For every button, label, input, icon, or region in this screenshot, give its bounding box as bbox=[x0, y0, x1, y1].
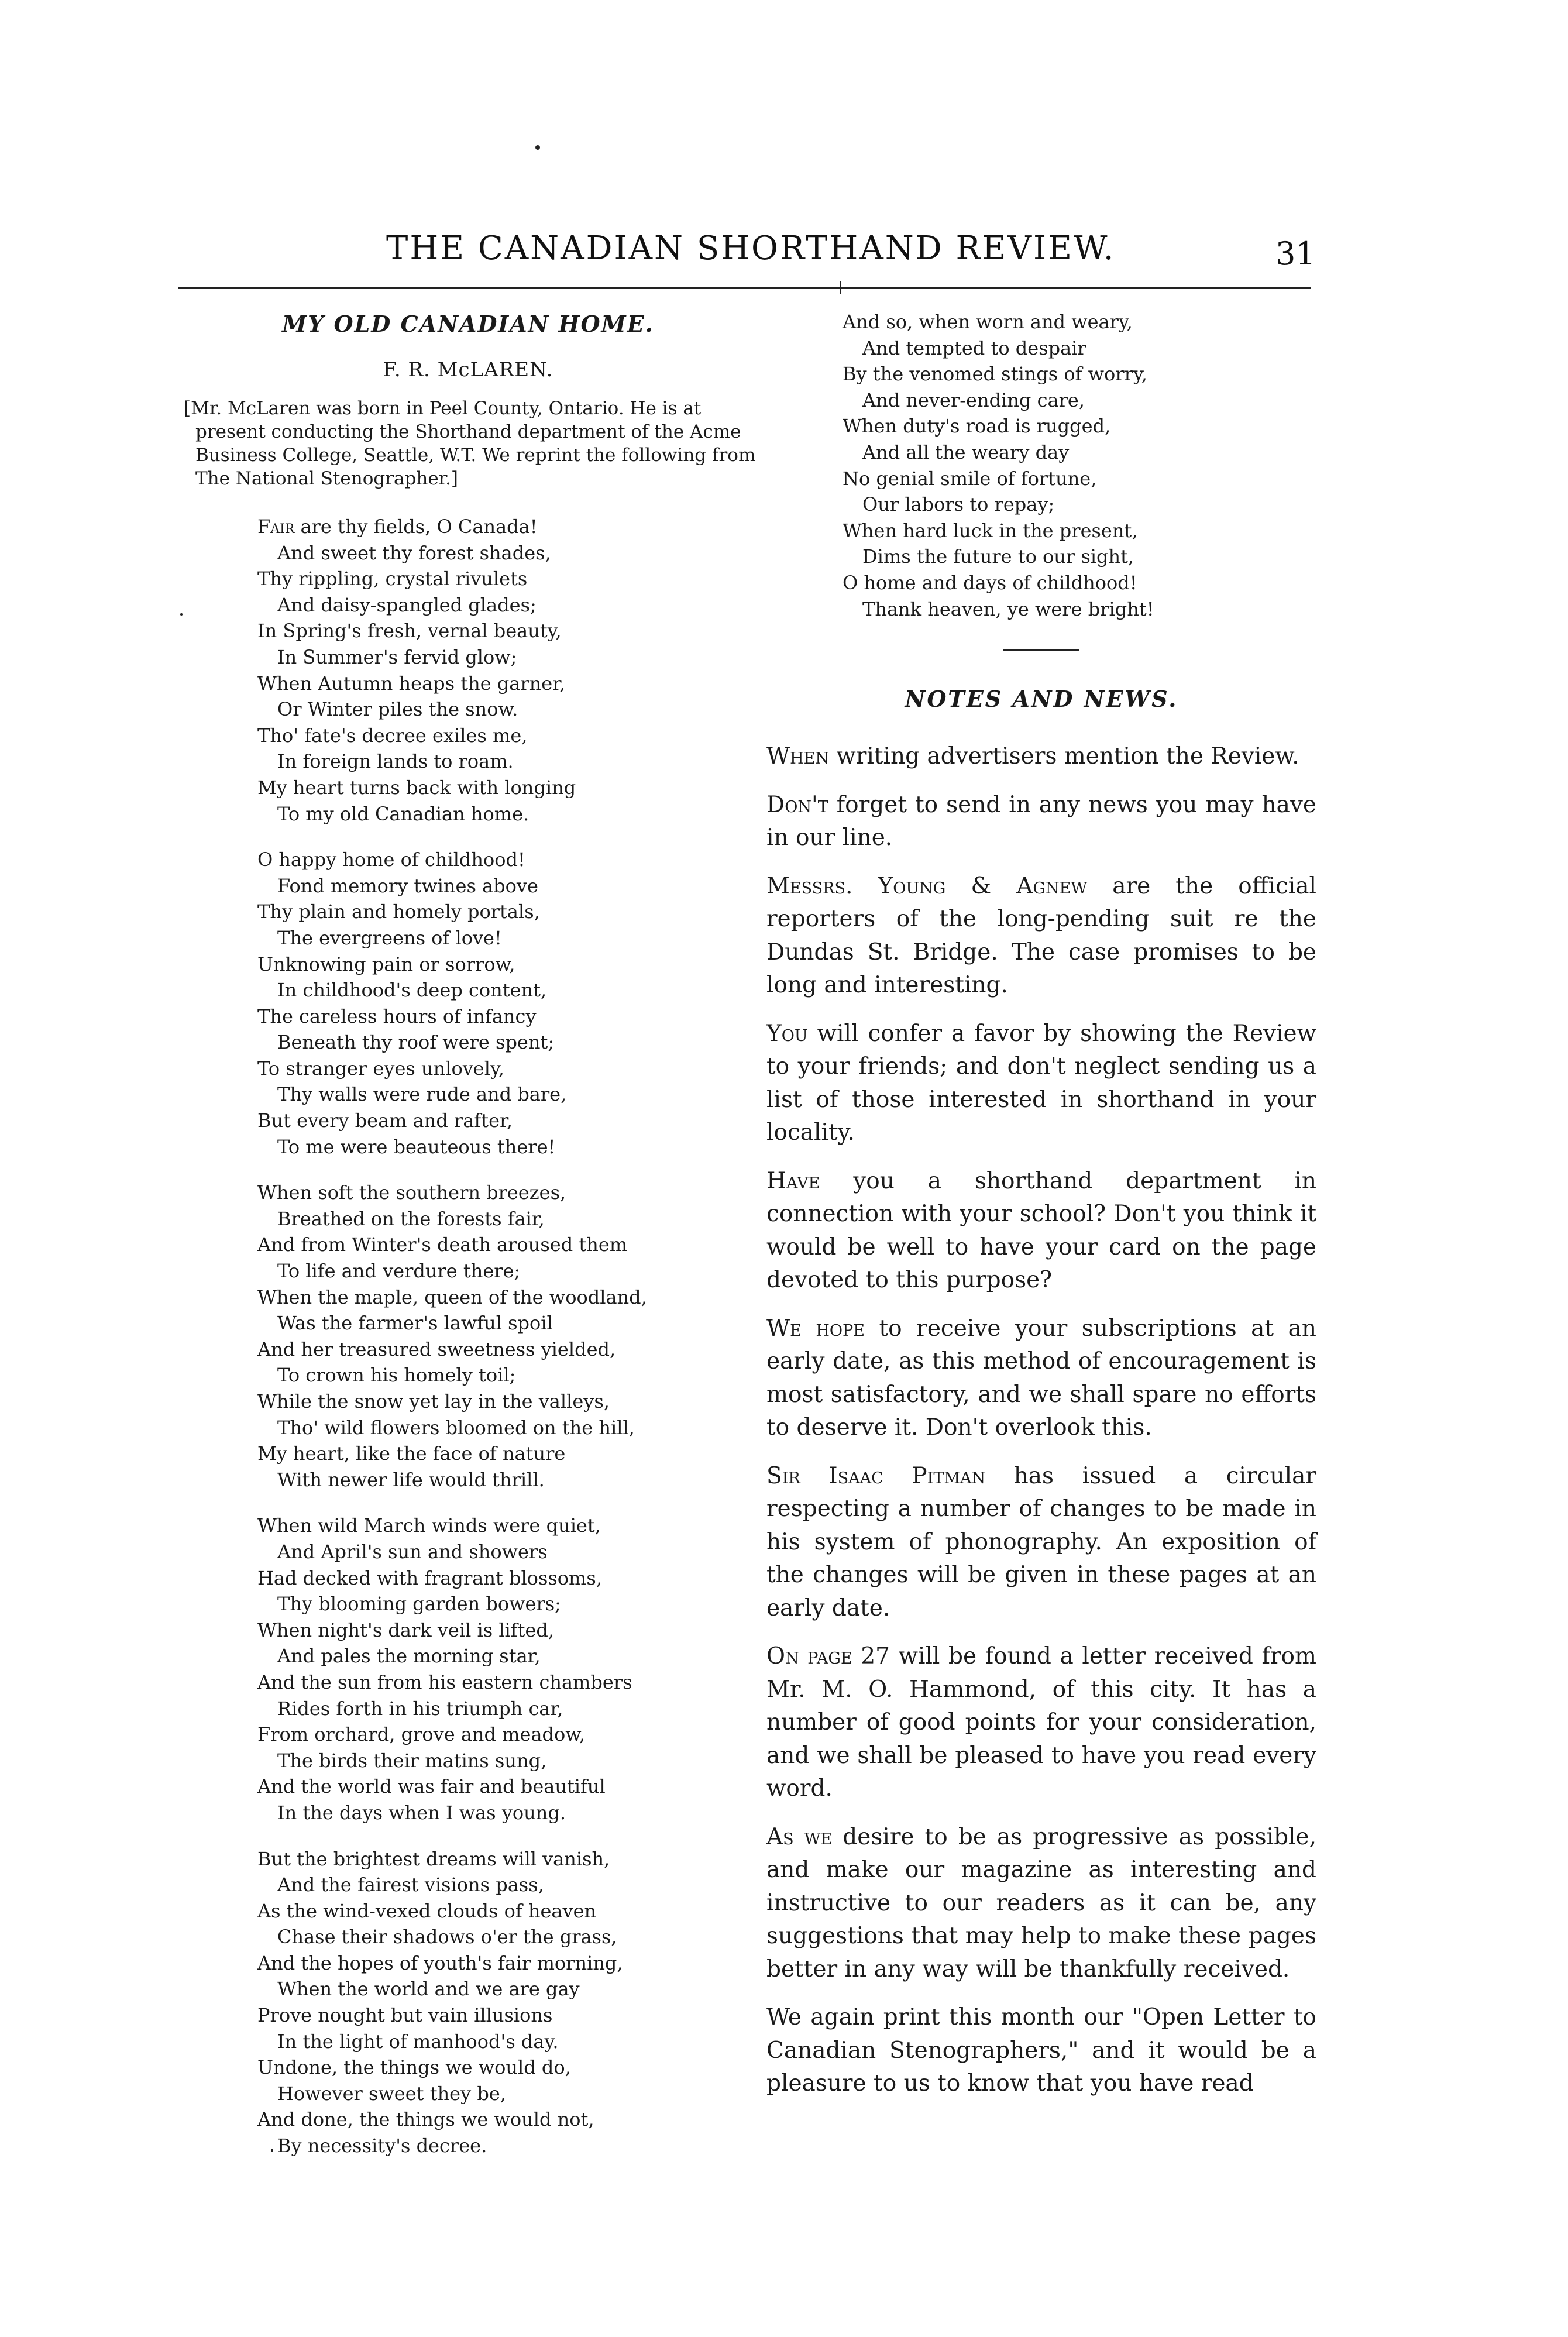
poem-line: In Spring's fresh, vernal beauty, bbox=[257, 620, 562, 642]
poem-line: Had decked with fragrant blossoms, bbox=[257, 1566, 602, 1589]
paragraph-lead: We hope bbox=[766, 1315, 865, 1342]
poem-line: When wild March winds were quiet, bbox=[257, 1514, 601, 1537]
poem-line: When soft the southern breezes, bbox=[257, 1181, 566, 1204]
poem-line: In foreign lands to roam. bbox=[277, 750, 514, 773]
editor-note: [Mr. McLaren was born in Peel County, Ontario. He is at present conducting the Shorthand department of the Acme Business College, Seattle, W.T. We reprint the following from The National Stenographer.] bbox=[184, 398, 756, 489]
paragraph-lead: Messrs. Young & Agnew bbox=[766, 872, 1088, 899]
left-column bbox=[176, 310, 761, 2179]
news-paragraph bbox=[766, 1312, 1316, 1445]
poem-line: But the brightest dreams will vanish, bbox=[257, 1847, 610, 1870]
poem-line: To life and verdure there; bbox=[277, 1260, 521, 1283]
poem-stanza-right bbox=[766, 309, 1316, 622]
poem-line: No genial smile of fortune, bbox=[843, 467, 1097, 490]
paragraph-lead: On page bbox=[766, 1643, 852, 1670]
poem-line: To crown his homely toil; bbox=[277, 1364, 516, 1387]
paragraph-text: desire to be as progressive as possible, and make our magazine as interesting and instructive to our readers as it can be, any suggestions that may help to make these pages better in any way will be thankfully received. bbox=[766, 1823, 1316, 1982]
news-paragraph bbox=[766, 740, 1316, 774]
paragraph-lead: When bbox=[766, 743, 829, 770]
right-column bbox=[766, 309, 1316, 2116]
poem-line: In childhood's deep content, bbox=[277, 979, 547, 1002]
poem-line: Tho' wild flowers bloomed on the hill, bbox=[277, 1416, 635, 1439]
paragraph-text: writing advertisers mention the Review. bbox=[828, 743, 1299, 770]
poem-line: Unknowing pain or sorrow, bbox=[257, 953, 515, 975]
poem-line: And all the weary day bbox=[862, 441, 1070, 463]
poem-stanza bbox=[176, 1513, 761, 1826]
notes-title: NOTES AND NEWS. bbox=[905, 686, 1178, 713]
poem-line: In the days when I was young. bbox=[277, 1801, 566, 1824]
poem-line: Our labors to repay; bbox=[862, 493, 1055, 516]
poem-stanzas-left bbox=[176, 514, 761, 2159]
poem-line: When the maple, queen of the woodland, bbox=[257, 1286, 647, 1308]
poem-line: But every beam and rafter, bbox=[257, 1109, 513, 1132]
paragraph-lead: Have bbox=[766, 1167, 820, 1194]
page-number: 31 bbox=[1275, 235, 1316, 272]
poem-stanza bbox=[766, 309, 1316, 622]
poem-line: Fond memory twines above bbox=[277, 874, 538, 897]
news-paragraph bbox=[766, 1018, 1316, 1150]
poem-line: In the light of manhood's day. bbox=[277, 2030, 559, 2053]
poem-line: And the hopes of youth's fair morning, bbox=[257, 1951, 623, 1974]
news-paragraph bbox=[766, 1640, 1316, 1806]
poem-line: Thy plain and homely portals, bbox=[257, 901, 540, 923]
ink-speck bbox=[535, 145, 540, 150]
header-rule bbox=[178, 287, 1311, 289]
poem-line: Thy blooming garden bowers; bbox=[277, 1593, 561, 1616]
poem-line: Was the farmer's lawful spoil bbox=[277, 1312, 553, 1335]
poem-stanza bbox=[176, 1180, 761, 1493]
news-paragraph bbox=[766, 870, 1316, 1002]
paragraph-lead: Don't bbox=[766, 791, 828, 818]
poem-stanza bbox=[176, 847, 761, 1160]
poem-line: With newer life would thrill. bbox=[277, 1468, 545, 1491]
poem-line: My heart turns back with longing bbox=[257, 776, 576, 799]
poem-line: To me were beauteous there! bbox=[277, 1135, 556, 1158]
paragraph-text: to receive your subscriptions at an early date, as this method of encouragement is most satisfactory, and we shall spare no efforts to deserve it. Don't overlook this. bbox=[766, 1315, 1317, 1441]
poem-line: And done, the things we would not, bbox=[257, 2108, 594, 2131]
paragraph-text: has issued a circular respecting a number of changes to be made in his system of phonography. An exposition of the changes will be given in these pages at an early date. bbox=[766, 1462, 1316, 1621]
poem-line: Undone, the things we would do, bbox=[257, 2056, 571, 2079]
poem-line: And the world was fair and beautiful bbox=[257, 1775, 606, 1798]
paragraph-text: you a shorthand department in connection with your school? Don't you think it would be well to have your card on the page devoted to this purpose? bbox=[766, 1167, 1316, 1294]
poem-line: Or Winter piles the snow. bbox=[277, 698, 518, 721]
poem-author: F. R. McLAREN. bbox=[383, 358, 553, 382]
poem-line: Breathed on the forests fair, bbox=[277, 1207, 545, 1230]
poem-line: And from Winter's death aroused them bbox=[257, 1233, 628, 1256]
poem-line: When duty's road is rugged, bbox=[843, 415, 1111, 438]
poem-line: And sweet thy forest shades, bbox=[277, 541, 551, 564]
poem-line: By the venomed stings of worry, bbox=[843, 363, 1147, 386]
news-paragraph bbox=[766, 1165, 1316, 1297]
poem-line: And pales the morning star, bbox=[277, 1645, 541, 1668]
poem-line: When the world and we are gay bbox=[277, 1978, 580, 2001]
running-head: THE CANADIAN SHORTHAND REVIEW. bbox=[386, 229, 1116, 267]
paragraph-text: We again print this month our "Open Letter to Canadian Stenographers," and it would be a pleasure to us to know that you have read bbox=[766, 2004, 1316, 2097]
poem-line: When Autumn heaps the garner, bbox=[257, 672, 566, 695]
poem-line: By necessity's decree. bbox=[277, 2135, 487, 2157]
notes-paragraphs bbox=[766, 740, 1316, 2101]
poem-line: Beneath thy roof were spent; bbox=[277, 1031, 555, 1054]
poem-line: Fair are thy fields, O Canada! bbox=[257, 515, 538, 538]
poem-title: MY OLD CANADIAN HOME. bbox=[282, 311, 654, 337]
news-paragraph bbox=[766, 2001, 1316, 2101]
poem-line: The careless hours of infancy bbox=[257, 1005, 537, 1027]
poem-line: To stranger eyes unlovely, bbox=[257, 1057, 504, 1080]
poem-line: And daisy-spangled glades; bbox=[277, 593, 537, 616]
news-paragraph bbox=[766, 1821, 1316, 1987]
poem-line: While the snow yet lay in the valleys, bbox=[257, 1390, 610, 1412]
poem-line: As the wind-vexed clouds of heaven bbox=[257, 1899, 597, 1922]
poem-stanza bbox=[176, 514, 761, 827]
section-separator bbox=[1003, 649, 1079, 651]
paragraph-text: are the official reporters of the long-pending suit re the Dundas St. Bridge. The case promises to be long and interesting. bbox=[766, 872, 1316, 999]
poem-line: And never-ending care, bbox=[862, 389, 1085, 411]
poem-line: When hard luck in the present, bbox=[843, 519, 1138, 542]
poem-line: The evergreens of love! bbox=[277, 926, 502, 949]
poem-line: Prove nought but vain illusions bbox=[257, 2004, 553, 2027]
poem-line: Dims the future to our sight, bbox=[862, 545, 1134, 568]
paragraph-text: will confer a favor by showing the Review to your friends; and don't neglect sending us a list of those interested in shorthand in your locality. bbox=[766, 1020, 1316, 1146]
poem-line: When night's dark veil is lifted, bbox=[257, 1618, 555, 1641]
poem-line: My heart, like the face of nature bbox=[257, 1442, 566, 1465]
poem-line: O happy home of childhood! bbox=[257, 848, 525, 871]
news-paragraph bbox=[766, 789, 1316, 855]
poem-line: In Summer's fervid glow; bbox=[277, 645, 517, 668]
poem-line: Rides forth in his triumph car, bbox=[277, 1697, 563, 1720]
poem-stanza bbox=[176, 1846, 761, 2159]
paragraph-lead: As we bbox=[766, 1823, 833, 1850]
poem-line: Thy walls were rude and bare, bbox=[277, 1083, 567, 1106]
poem-line: And so, when worn and weary, bbox=[843, 311, 1133, 333]
column-divider bbox=[840, 281, 841, 294]
paragraph-lead: You bbox=[766, 1020, 808, 1047]
poem-line: From orchard, grove and meadow, bbox=[257, 1723, 586, 1746]
paragraph-lead: Sir Isaac Pitman bbox=[766, 1462, 986, 1489]
paragraph-text: 27 will be found a letter received from Mr. M. O. Hammond, of this city. It has a number of good points for your consideration, and we shall be pleased to have you read every word. bbox=[766, 1643, 1316, 1802]
poem-line: And April's sun and showers bbox=[277, 1540, 548, 1563]
poem-line: And tempted to despair bbox=[862, 336, 1086, 359]
poem-line: Thy rippling, crystal rivulets bbox=[257, 568, 528, 590]
poem-line: And the fairest visions pass, bbox=[277, 1874, 544, 1896]
poem-line: O home and days of childhood! bbox=[843, 571, 1137, 594]
poem-line: Thank heaven, ye were bright! bbox=[862, 597, 1154, 620]
poem-line: Chase their shadows o'er the grass, bbox=[277, 1926, 617, 1948]
poem-line: To my old Canadian home. bbox=[277, 802, 529, 825]
paragraph-text: forget to send in any news you may have in our line. bbox=[766, 791, 1316, 851]
poem-line: And her treasured sweetness yielded, bbox=[257, 1338, 616, 1360]
poem-line: And the sun from his eastern chambers bbox=[257, 1671, 632, 1693]
poem-line: However sweet they be, bbox=[277, 2082, 506, 2105]
news-paragraph bbox=[766, 1460, 1316, 1625]
poem-line: The birds their matins sung, bbox=[277, 1749, 547, 1772]
poem-line: Tho' fate's decree exiles me, bbox=[257, 724, 528, 747]
